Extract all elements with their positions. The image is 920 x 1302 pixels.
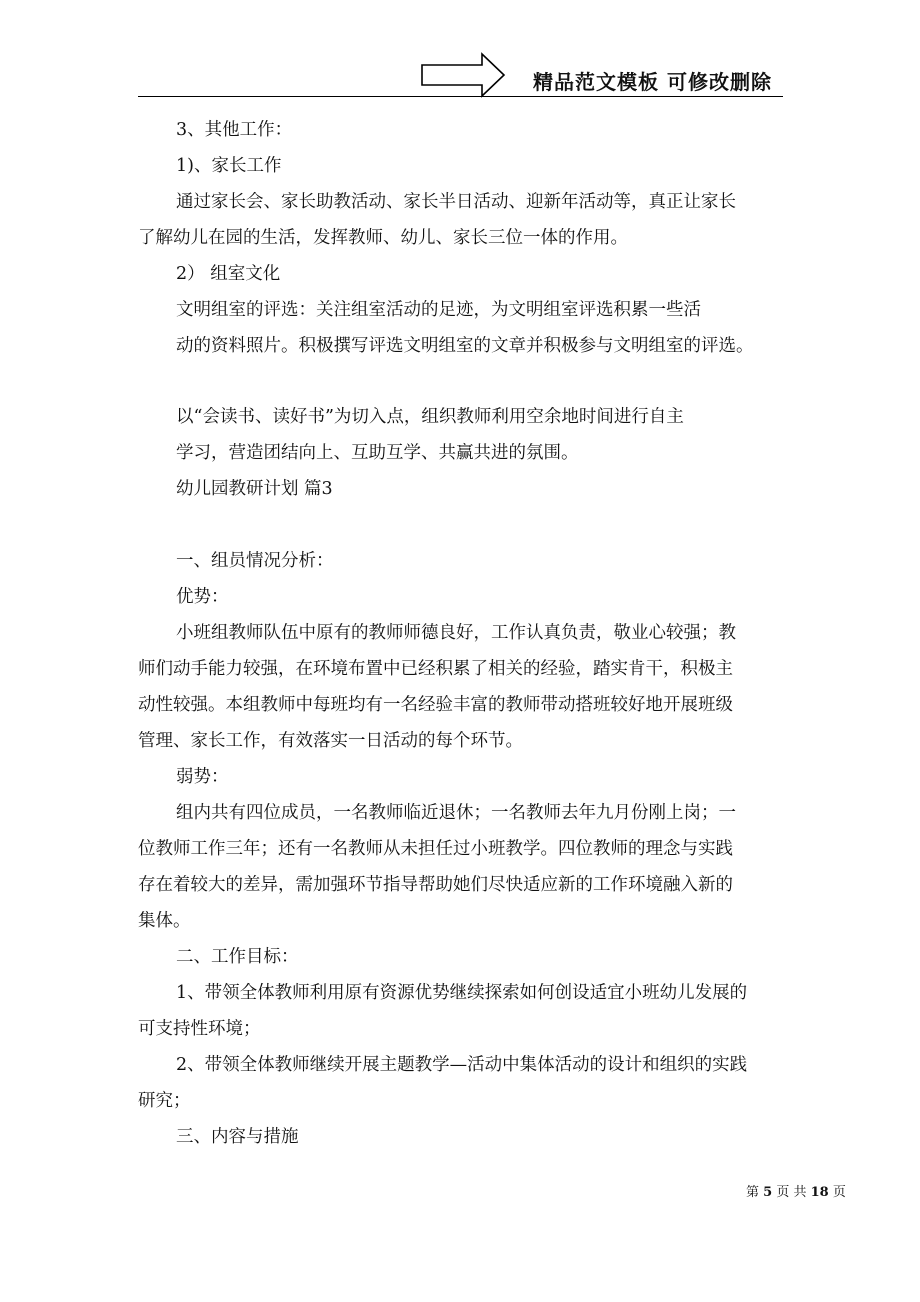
text-line: 管理、家长工作，有效落实一日活动的每个环节。	[138, 731, 523, 751]
text-line: 文明组室的评选：关注组室活动的足迹，为文明组室评选积累一些活	[176, 300, 701, 320]
text-line: 二、工作目标：	[176, 947, 299, 967]
arrow-right-icon	[420, 52, 506, 98]
text-line: 了解幼儿在园的生活，发挥教师、幼儿、家长三位一体的作用。	[138, 228, 628, 248]
footer-suffix: 页	[832, 1185, 846, 1200]
text-line: 优势：	[176, 587, 229, 607]
text-line: 可支持性环境；	[138, 1019, 261, 1039]
footer-middle: 页 共	[776, 1185, 807, 1200]
current-page-number: 5	[763, 1185, 773, 1200]
header-divider	[138, 96, 783, 97]
text-line: 学习，营造团结向上、互助互学、共赢共进的氛围。	[176, 443, 579, 463]
text-line: 2、带领全体教师继续开展主题教学—活动中集体活动的设计和组织的实践	[176, 1055, 748, 1075]
text-line: 师们动手能力较强，在环境布置中已经积累了相关的经验，踏实肯干，积极主	[138, 659, 733, 679]
text-line: 研究；	[138, 1091, 191, 1111]
text-line: 一、组员情况分析：	[176, 551, 334, 571]
text-line: 三、内容与措施	[176, 1127, 299, 1147]
text-line: 2） 组室文化	[176, 264, 281, 284]
section-heading: 幼儿园教研计划 篇3	[176, 479, 333, 499]
text-line: 存在着较大的差异，需加强环节指导帮助她们尽快适应新的工作环境融入新的	[138, 875, 733, 895]
header-title: 精品范文模板 可修改删除	[533, 70, 772, 94]
total-page-count: 18	[810, 1185, 829, 1200]
text-line: 3、其他工作：	[176, 120, 293, 140]
text-line: 动性较强。本组教师中每班均有一名经验丰富的教师带动搭班较好地开展班级	[138, 695, 733, 715]
text-line: 1)、家长工作	[176, 156, 282, 176]
text-line: 位教师工作三年；还有一名教师从未担任过小班教学。四位教师的理念与实践	[138, 839, 733, 859]
text-line: 以“会读书、读好书”为切入点，组织教师利用空余地时间进行自主	[176, 407, 684, 427]
text-line: 动的资料照片。积极撰写评选文明组室的文章并积极参与文明组室的评选。	[176, 336, 754, 356]
footer-prefix: 第	[746, 1185, 760, 1200]
text-line: 1、带领全体教师利用原有资源优势继续探索如何创设适宜小班幼儿发展的	[176, 983, 748, 1003]
text-line: 集体。	[138, 911, 191, 931]
text-line: 弱势：	[176, 767, 229, 787]
page-footer	[746, 1181, 846, 1200]
text-line: 通过家长会、家长助教活动、家长半日活动、迎新年活动等，真正让家长	[176, 192, 736, 212]
text-line: 组内共有四位成员，一名教师临近退休；一名教师去年九月份刚上岗；一	[176, 803, 736, 823]
text-line: 小班组教师队伍中原有的教师师德良好，工作认真负责，敬业心较强；教	[176, 623, 736, 643]
